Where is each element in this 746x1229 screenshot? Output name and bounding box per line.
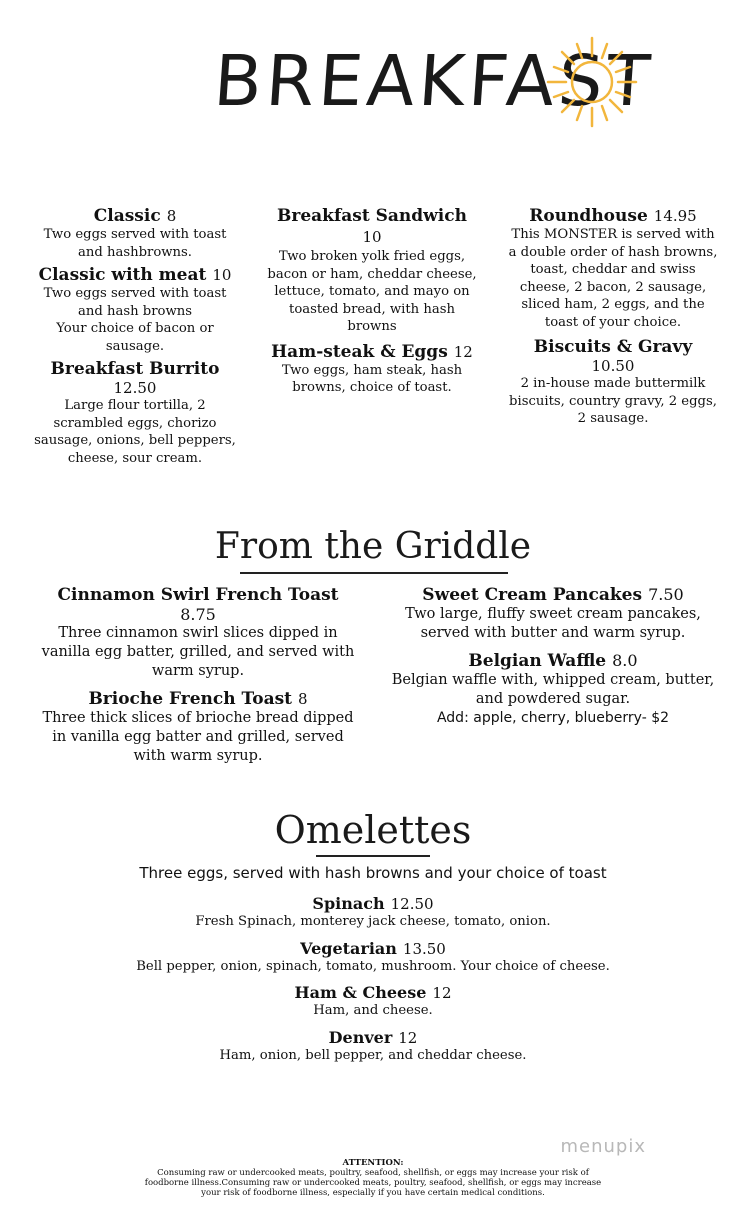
item-name: Classic xyxy=(93,206,161,226)
item-description: Three thick slices of brioche bread dipped in vanilla egg batter and grilled, served with warm syrup. xyxy=(42,710,354,764)
item-price: 12 xyxy=(453,342,473,361)
item-name: Roundhouse xyxy=(529,206,648,226)
item-description: This MONSTER is served with a double order of hash browns, toast, cheddar and swiss cheese, 2 bacon, 2 sausage, sliced ham, 2 eggs, and the toast of your choice. xyxy=(508,227,718,330)
item-description: Two large, fluffy sweet cream pancakes, served with butter and warm syrup. xyxy=(405,606,701,641)
item-description: Two eggs served with toast and hash browns Your choice of bacon or sausage. xyxy=(43,286,227,354)
item-name: Ham-steak & Eggs xyxy=(271,341,448,362)
notice-line: your risk of foodborne illness, especially if you have certain medical conditions. xyxy=(201,1188,545,1198)
item-description: Two eggs, ham steak, hash browns, choice of toast. xyxy=(281,362,463,395)
menu-item-biscuits-gravy xyxy=(490,337,736,428)
menu-item-classic xyxy=(20,206,250,261)
menu-item-denver xyxy=(0,1028,746,1065)
section-subtitle: Three eggs, served with hash browns and your choice of toast xyxy=(139,864,607,882)
item-description: Ham, onion, bell pepper, and cheddar cheese. xyxy=(219,1047,527,1063)
item-name: Classic with meat xyxy=(38,265,207,285)
notice-line: Consuming raw or undercooked meats, poultry, seafood, shellfish, or eggs may increase your risk of xyxy=(157,1168,589,1178)
griddle-column-right xyxy=(370,585,736,730)
menu-item-breakfast-burrito xyxy=(20,359,250,467)
item-price: 8.0 xyxy=(612,651,638,670)
item-price: 10 xyxy=(212,266,232,284)
breakfast-column-2 xyxy=(252,206,492,401)
item-name: Ham & Cheese xyxy=(294,983,427,1002)
menu-item-breakfast-sandwich xyxy=(252,206,492,336)
breakfast-column-1 xyxy=(20,206,250,471)
menu-item-ham-steak-eggs xyxy=(252,342,492,397)
item-description: Large flour tortilla, 2 scrambled eggs, chorizo sausage, onions, bell peppers, cheese, sour cream. xyxy=(34,398,236,466)
breakfast-column-3 xyxy=(490,206,736,432)
griddle-column-left xyxy=(20,585,376,770)
menu-item-belgian-waffle xyxy=(370,651,736,726)
item-price: 8 xyxy=(166,207,177,225)
menu-item-classic-with-meat xyxy=(20,265,250,355)
item-description: Two broken yolk fried eggs, bacon or ham, cheddar cheese, lettuce, tomato, and mayo on toasted bread, with hash browns xyxy=(267,249,477,334)
item-price: 8 xyxy=(298,690,308,708)
item-name: Vegetarian xyxy=(300,938,397,958)
item-price: 14.95 xyxy=(653,207,697,225)
item-price: 12 xyxy=(398,1028,418,1047)
item-description: Bell pepper, onion, spinach, tomato, mushroom. Your choice of cheese. xyxy=(136,958,610,974)
item-price: 8.75 xyxy=(180,605,216,624)
item-name: Cinnamon Swirl French Toast xyxy=(57,585,339,605)
item-description: Belgian waffle with, whipped cream, butter, and powdered sugar. xyxy=(391,672,715,707)
item-description: Ham, and cheese. xyxy=(313,1003,433,1018)
allergy-notice xyxy=(60,1158,686,1198)
page-title: BREAKFAST xyxy=(211,40,657,122)
section-divider xyxy=(240,572,508,574)
item-name: Breakfast Burrito xyxy=(50,359,220,379)
item-description: Fresh Spinach, monterey jack cheese, tomato, onion. xyxy=(195,914,551,929)
menu-item-sweet-cream-pancakes xyxy=(370,585,736,643)
item-price: 13.50 xyxy=(402,939,446,958)
section-title-omelettes: Omelettes xyxy=(274,808,472,852)
item-name: Brioche French Toast xyxy=(88,689,293,709)
item-name: Denver xyxy=(328,1027,393,1047)
item-name: Biscuits & Gravy xyxy=(533,337,693,357)
watermark-logo: menupix xyxy=(560,1136,646,1157)
menu-item-cinnamon-swirl-french-toast xyxy=(20,585,376,681)
section-divider xyxy=(316,855,430,857)
sun-icon xyxy=(530,20,640,130)
section-title-griddle: From the Griddle xyxy=(214,526,532,567)
item-price: 12 xyxy=(432,984,452,1002)
item-name: Belgian Waffle xyxy=(468,651,607,671)
item-price: 10 xyxy=(362,228,382,246)
item-price: 10.50 xyxy=(591,357,635,375)
item-price: 7.50 xyxy=(648,585,684,604)
menu-item-brioche-french-toast xyxy=(20,689,376,766)
menu-item-ham-cheese xyxy=(0,983,746,1020)
menu-item-vegetarian xyxy=(0,939,746,976)
notice-label: ATTENTION: xyxy=(342,1158,404,1168)
item-price: 12.50 xyxy=(113,379,157,397)
item-addon: Add: apple, cherry, blueberry- $2 xyxy=(436,710,670,726)
menu-item-roundhouse xyxy=(490,206,736,331)
item-name: Spinach xyxy=(312,894,385,913)
item-description: Three cinnamon swirl slices dipped in vanilla egg batter, grilled, and served with warm syrup. xyxy=(41,625,355,679)
item-name: Breakfast Sandwich xyxy=(277,206,467,226)
item-description: 2 in-house made buttermilk biscuits, country gravy, 2 eggs, 2 sausage. xyxy=(509,376,717,426)
notice-line: foodborne illness.Consuming raw or undercooked meats, poultry, seafood, shellfish, or eggs may increase xyxy=(144,1178,602,1188)
item-description: Two eggs served with toast and hashbrowns. xyxy=(43,227,227,260)
item-name: Sweet Cream Pancakes xyxy=(422,585,643,605)
omelettes-list xyxy=(0,894,746,1068)
menu-item-spinach xyxy=(0,894,746,931)
item-price: 12.50 xyxy=(390,895,434,913)
